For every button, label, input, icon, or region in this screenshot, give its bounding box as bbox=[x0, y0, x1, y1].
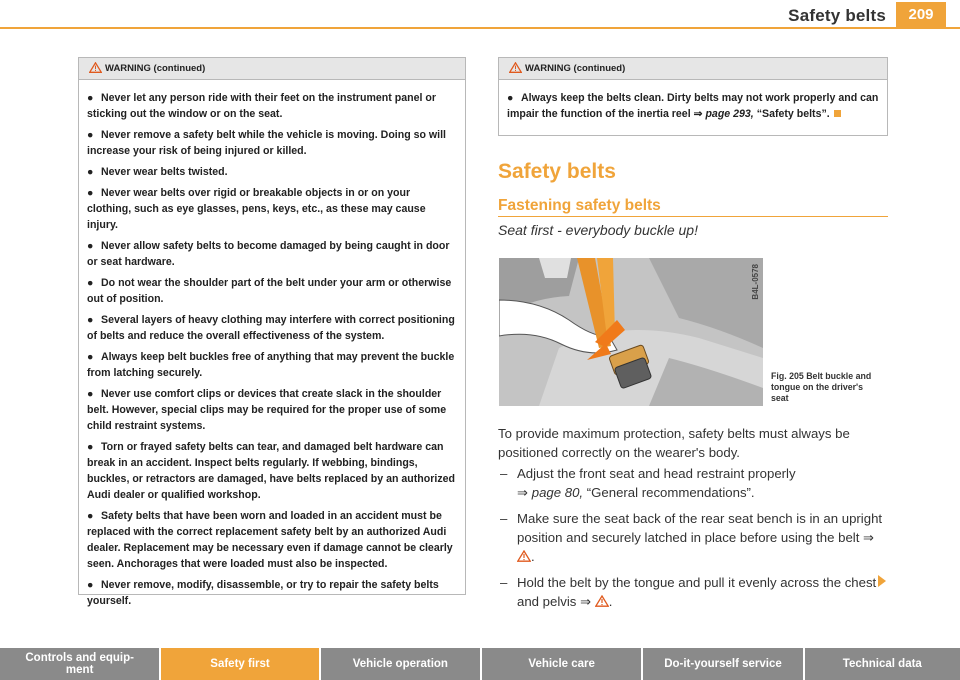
warning-box-left bbox=[78, 57, 466, 607]
step-dash: – bbox=[500, 575, 508, 590]
reference-title: “Safety belts”. bbox=[756, 108, 830, 120]
warning-triangle-icon bbox=[509, 62, 522, 73]
warning-box-right bbox=[498, 57, 888, 136]
warning-triangle-icon bbox=[89, 62, 102, 73]
page-reference-link[interactable]: page 80, bbox=[531, 485, 584, 500]
bullet-icon: ● bbox=[87, 92, 94, 104]
bullet-icon: ● bbox=[87, 510, 94, 522]
bullet-icon: ● bbox=[87, 240, 94, 252]
page-header-title: Safety belts bbox=[788, 6, 886, 25]
nav-tab-4[interactable]: Vehicle care bbox=[482, 648, 641, 680]
nav-tab-5[interactable]: Do-it-yourself service bbox=[643, 648, 802, 680]
end-of-section-icon bbox=[834, 110, 841, 117]
reference-arrow-icon: ⇒ bbox=[863, 530, 875, 545]
warning-item: ● Several layers of heavy clothing may interfere with correct positioning of belts and reduce the overall effectiveness of the system. bbox=[87, 314, 455, 342]
step-dash: – bbox=[500, 466, 508, 481]
instruction-steps bbox=[498, 464, 890, 618]
bullet-icon: ● bbox=[87, 388, 94, 400]
instruction-step: – Hold the belt by the tongue and pull it evenly across the chest and pelvis ⇒ . bbox=[500, 575, 877, 609]
step-dash: – bbox=[500, 511, 508, 526]
continue-arrow-icon bbox=[878, 575, 886, 587]
instruction-step: – Adjust the front seat and head restraint properly ⇒ page 80, “General recommendations”. bbox=[500, 466, 796, 500]
subsection-rule bbox=[498, 216, 888, 217]
section-title: Safety belts bbox=[498, 160, 616, 183]
reference-arrow-icon: ⇒ bbox=[580, 594, 592, 609]
warning-item: ● Never remove a safety belt while the vehicle is moving. Doing so will increase your risk of being injured or killed. bbox=[87, 129, 446, 157]
warning-item: ● Torn or frayed safety belts can tear, and damaged belt hardware can break in an accident. Inspect belts regularly. If webbing, bindings, buckles, or retractors are damaged, have belts replaced by an authorized Audi dealer or qualified workshop. bbox=[87, 441, 455, 501]
chapter-navigation bbox=[0, 648, 960, 680]
warning-item: ● Always keep belt buckles free of anything that may prevent the buckle from latching securely. bbox=[87, 351, 455, 379]
bullet-icon: ● bbox=[87, 187, 94, 199]
warning-item: ● Always keep the belts clean. Dirty belts may not work properly and can impair the function of the inertia reel ⇒ page 293, “Safety belts”. bbox=[507, 92, 879, 120]
warning-item: ● Never wear belts twisted. bbox=[87, 166, 228, 178]
nav-tab-1[interactable]: Controls and equip- ment bbox=[0, 648, 159, 680]
reference-arrow-icon: ⇒ bbox=[517, 485, 529, 500]
bullet-icon: ● bbox=[87, 441, 94, 453]
belt-buckle-figure bbox=[499, 258, 763, 406]
warning-reference-icon[interactable] bbox=[595, 595, 609, 607]
page-number: 209 bbox=[896, 2, 946, 28]
figure-caption: Fig. 205 Belt buckle and tongue on the driver's seat bbox=[771, 371, 872, 403]
warning-item: ● Never use comfort clips or devices that create slack in the shoulder belt. However, special clips may be required for the proper use of some child restraint systems. bbox=[87, 388, 447, 432]
warning-item: ● Safety belts that have been worn and loaded in an accident must be replaced with the correct replacement safety belt by an authorized Audi dealer. Replacement may be necessary even if damage cannot be clearly seen. Anchorages that were loaded must also be inspected. bbox=[87, 510, 453, 570]
bullet-icon: ● bbox=[87, 579, 94, 591]
warning-item: ● Never wear belts over rigid or breakable objects in or on your clothing, such as eye glasses, pens, keys, etc., as these may cause injury. bbox=[87, 187, 426, 231]
warning-heading-text: WARNING (continued) bbox=[525, 63, 626, 74]
warning-item: ● Never allow safety belts to become damaged by being caught in door or seat hardware. bbox=[87, 240, 450, 268]
warning-heading bbox=[79, 58, 465, 80]
warning-heading-right bbox=[499, 58, 887, 80]
reference-arrow-icon: ⇒ bbox=[693, 108, 703, 120]
nav-tab-2[interactable]: Safety first bbox=[161, 648, 318, 680]
reference-title: “General recommendations”. bbox=[586, 485, 755, 500]
belt-buckle-illustration bbox=[499, 258, 763, 406]
figure-code: B4L-0578 bbox=[751, 264, 760, 300]
warning-reference-icon[interactable] bbox=[517, 550, 531, 562]
instruction-step: – Make sure the seat back of the rear seat bench is in an upright position and securely latched in place before using the belt ⇒ . bbox=[500, 511, 883, 564]
bullet-icon: ● bbox=[507, 92, 514, 104]
bullet-icon: ● bbox=[87, 166, 94, 178]
warning-heading-text: WARNING (continued) bbox=[105, 63, 206, 74]
bullet-icon: ● bbox=[87, 351, 94, 363]
nav-tab-6[interactable]: Technical data bbox=[805, 648, 960, 680]
bullet-icon: ● bbox=[87, 129, 94, 141]
page-reference-link[interactable]: page 293, bbox=[705, 108, 754, 120]
warning-item: ● Do not wear the shoulder part of the belt under your arm or otherwise out of position. bbox=[87, 277, 452, 305]
header-rule bbox=[0, 27, 960, 29]
intro-text: Seat first - everybody buckle up! bbox=[498, 222, 698, 238]
body-paragraph: To provide maximum protection, safety belts must always be positioned correctly on the wearer's body. bbox=[498, 426, 850, 460]
subsection-title: Fastening safety belts bbox=[498, 197, 661, 214]
warning-item: ● Never remove, modify, disassemble, or try to repair the safety belts yourself. bbox=[87, 579, 439, 607]
warning-item: ● Never let any person ride with their feet on the instrument panel or sticking out the window or on the seat. bbox=[87, 92, 436, 120]
bullet-icon: ● bbox=[87, 314, 94, 326]
bullet-icon: ● bbox=[87, 277, 94, 289]
warning-list bbox=[79, 80, 465, 609]
nav-tab-3[interactable]: Vehicle operation bbox=[321, 648, 480, 680]
